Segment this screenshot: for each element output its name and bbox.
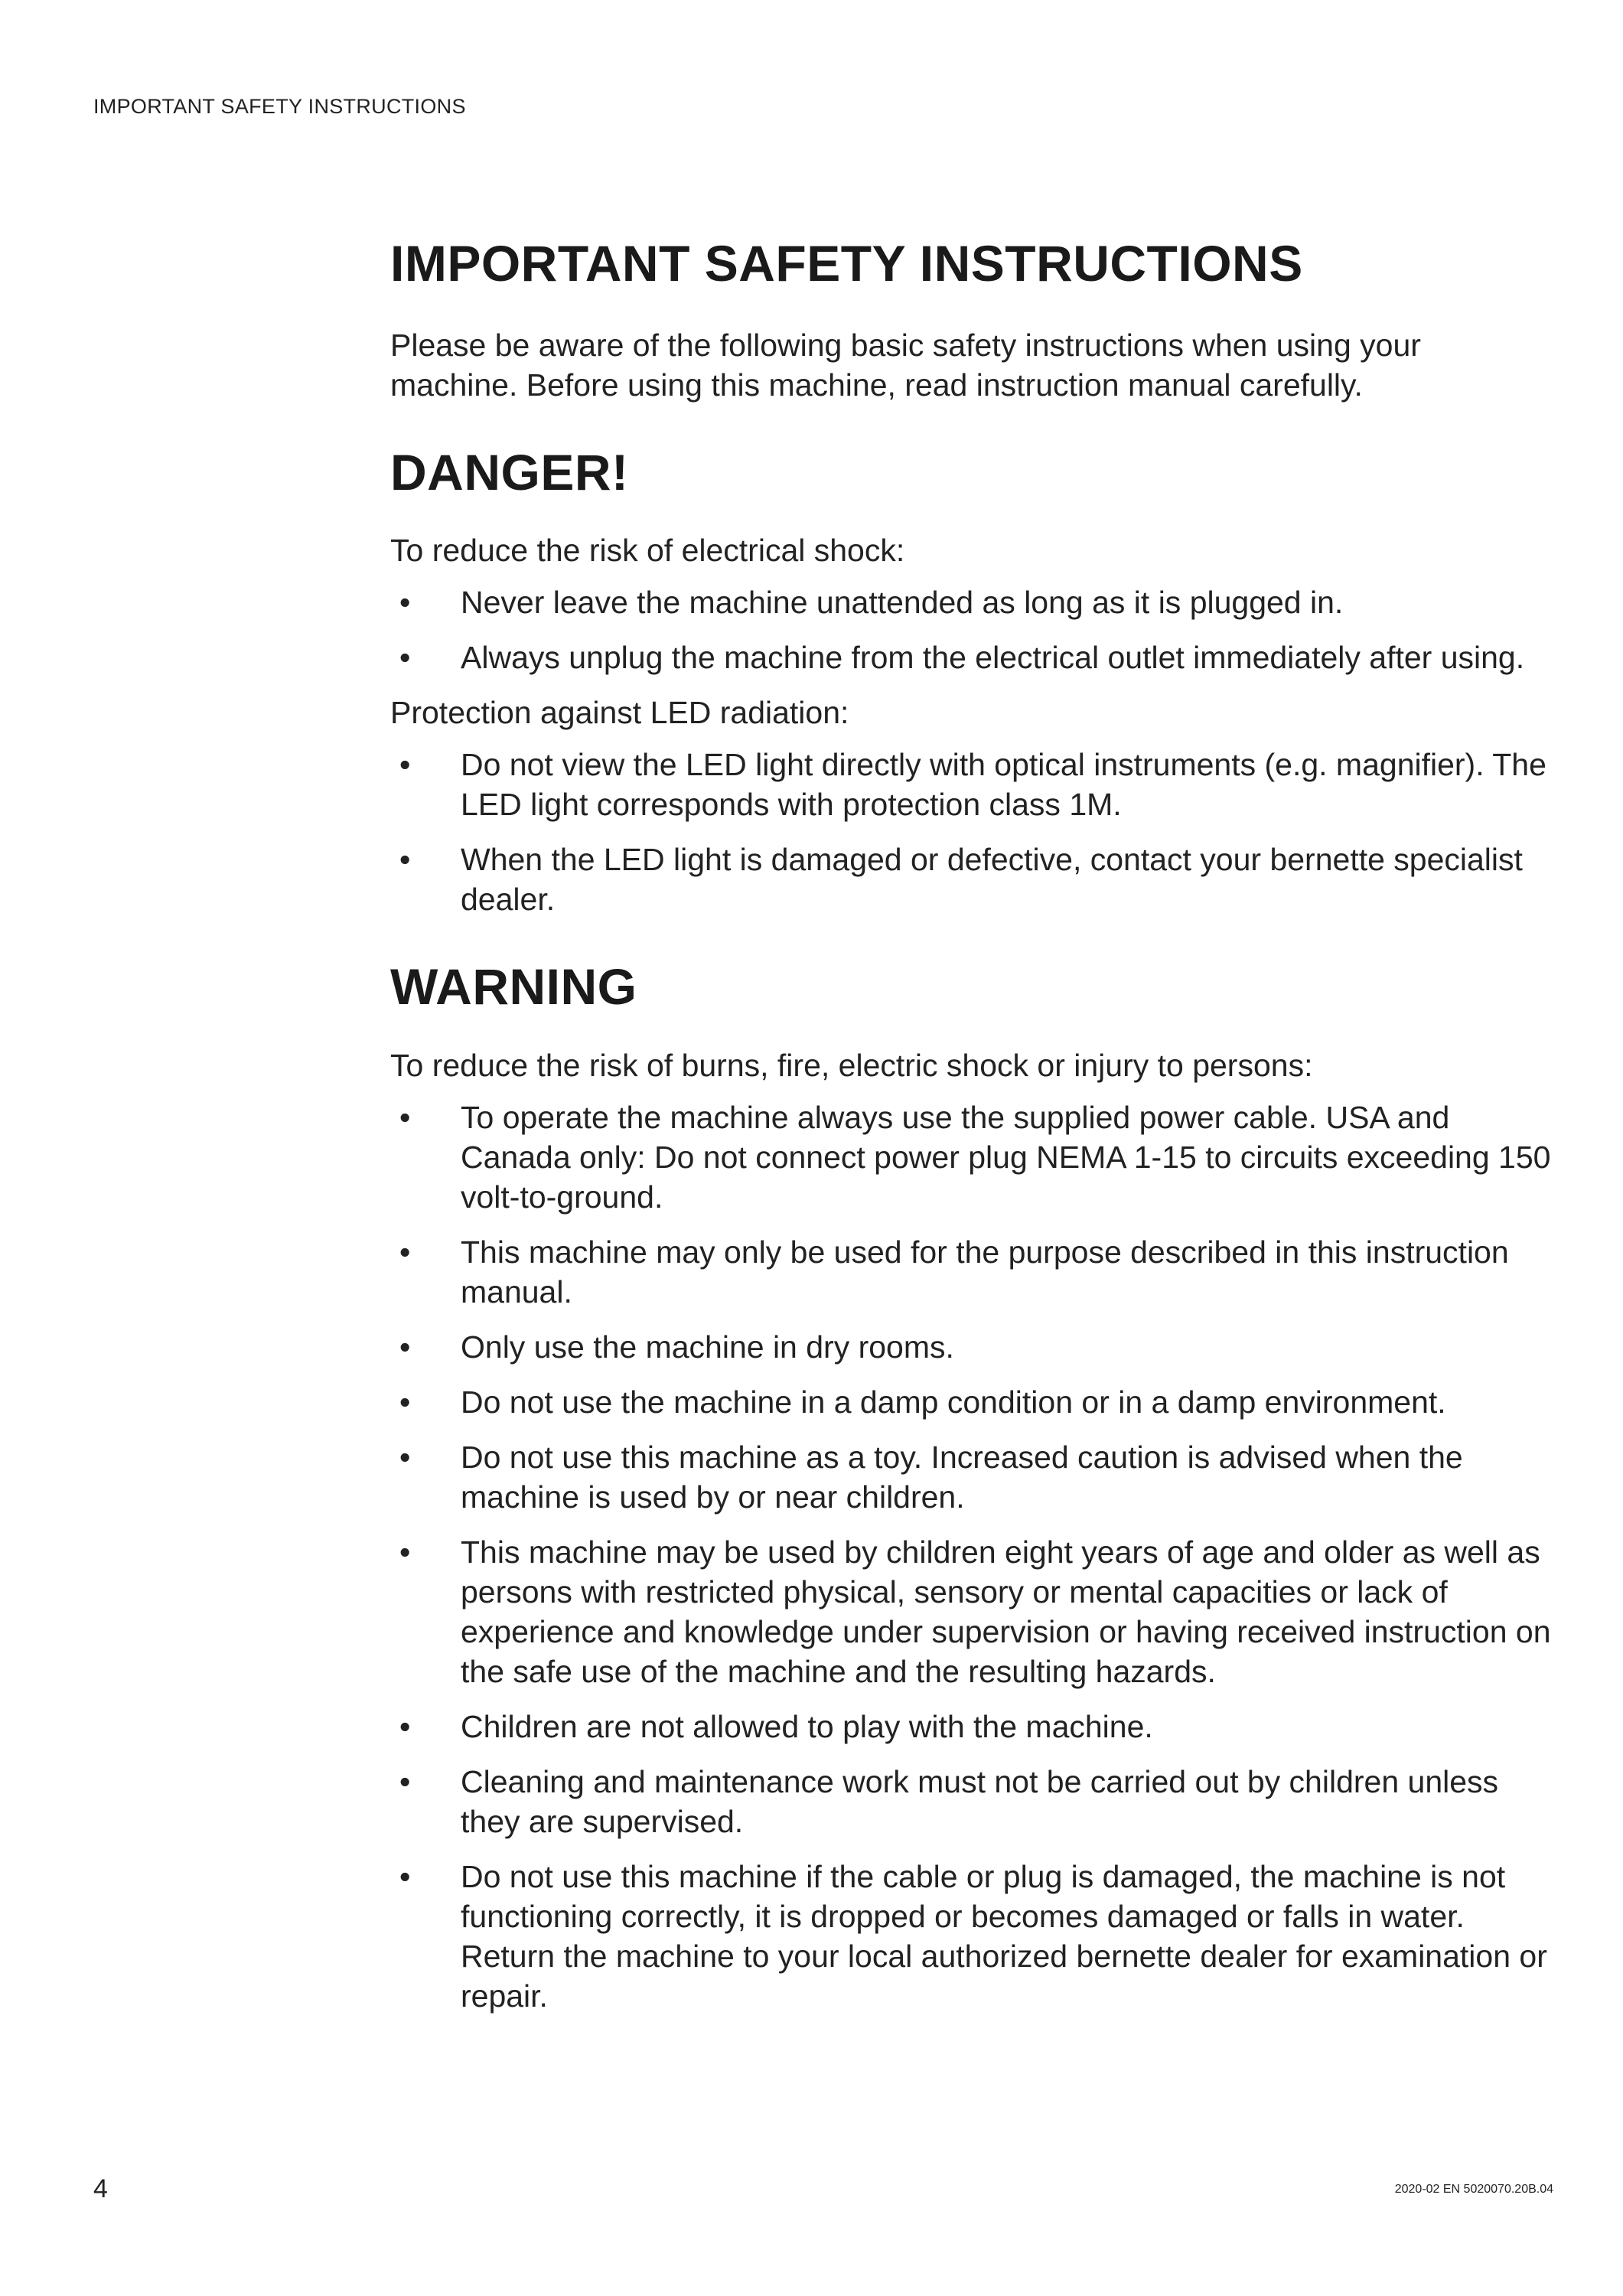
bullet-icon: • (399, 747, 411, 783)
bullet-icon: • (399, 1384, 411, 1420)
intro-paragraph: Please be aware of the following basic safety instructions when using your machine. Before using this machine, read instruction manual carefully. (390, 327, 1421, 403)
list-item (390, 1382, 1553, 1422)
list-item (390, 1707, 1553, 1746)
warning-heading: WARNING (390, 958, 637, 1016)
bullet-icon: • (399, 1708, 411, 1744)
list-item (390, 582, 1553, 622)
danger-electrical-list (390, 582, 1553, 677)
list-item (390, 1532, 1553, 1691)
bullet-icon: • (399, 1099, 411, 1135)
list-item (390, 1437, 1553, 1517)
warning-list (390, 1097, 1553, 2016)
bullet-icon: • (399, 1763, 411, 1799)
list-item-text: Do not use this machine as a toy. Increased caution is advised when the machine is used by or near children. (461, 1439, 1463, 1515)
list-item-text: To operate the machine always use the supplied power cable. USA and Canada only: Do not connect power plug NEMA 1-15 to circuits exceeding 150 volt-to-ground. (461, 1099, 1551, 1215)
bullet-icon: • (399, 1234, 411, 1270)
danger-lead-electrical: To reduce the risk of electrical shock: (390, 533, 905, 569)
list-item (390, 745, 1553, 824)
list-item-text: Always unplug the machine from the electrical outlet immediately after using. (461, 640, 1525, 676)
danger-led-list (390, 745, 1553, 919)
list-item-text: Do not view the LED light directly with optical instruments (e.g. magnifier). The LED light corresponds with protection class 1M. (461, 747, 1546, 823)
page-number: 4 (93, 2174, 108, 2203)
list-item (390, 638, 1553, 677)
warning-lead: To reduce the risk of burns, fire, electric shock or injury to persons: (390, 1047, 1313, 1083)
list-item (390, 840, 1553, 919)
list-item (390, 1857, 1553, 2016)
bullet-icon: • (399, 1439, 411, 1475)
list-item-text: Cleaning and maintenance work must not be carried out by children unless they are supervised. (461, 1763, 1499, 1839)
list-item-text: This machine may only be used for the purpose described in this instruction manual. (461, 1234, 1509, 1309)
bullet-icon: • (399, 640, 411, 676)
running-header: IMPORTANT SAFETY INSTRUCTIONS (93, 95, 466, 118)
bullet-icon: • (399, 1534, 411, 1570)
list-item-text: Never leave the machine unattended as long as it is plugged in. (461, 585, 1344, 621)
danger-lead-led: Protection against LED radiation: (390, 695, 849, 731)
list-item-text: Do not use this machine if the cable or plug is damaged, the machine is not functioning correctly, it is dropped or becomes damaged or falls in water. Return the machine to your local authorized bernette dealer for examination or repair. (461, 1858, 1547, 2014)
bullet-icon: • (399, 842, 411, 878)
bullet-icon: • (399, 1329, 411, 1365)
document-code: 2020-02 EN 5020070.20B.04 (1394, 2183, 1553, 2196)
list-item (390, 1327, 1553, 1367)
list-item-text: Children are not allowed to play with the machine. (461, 1708, 1153, 1744)
list-item (390, 1232, 1553, 1312)
list-item (390, 1097, 1553, 1217)
list-item-text: Only use the machine in dry rooms. (461, 1329, 954, 1365)
danger-heading: DANGER! (390, 443, 629, 501)
page-title: IMPORTANT SAFETY INSTRUCTIONS (390, 235, 1303, 292)
bullet-icon: • (399, 1858, 411, 1894)
list-item-text: Do not use the machine in a damp condition or in a damp environment. (461, 1384, 1446, 1420)
list-item-text: This machine may be used by children eight years of age and older as well as persons with restricted physical, sensory or mental capacities or lack of experience and knowledge under supervision or having received instruction on the safe use of the machine and the resulting hazards. (461, 1534, 1551, 1689)
list-item (390, 1762, 1553, 1841)
list-item-text: When the LED light is damaged or defective, contact your bernette specialist dealer. (461, 842, 1523, 918)
main-content (390, 236, 1553, 2031)
bullet-icon: • (399, 585, 411, 621)
